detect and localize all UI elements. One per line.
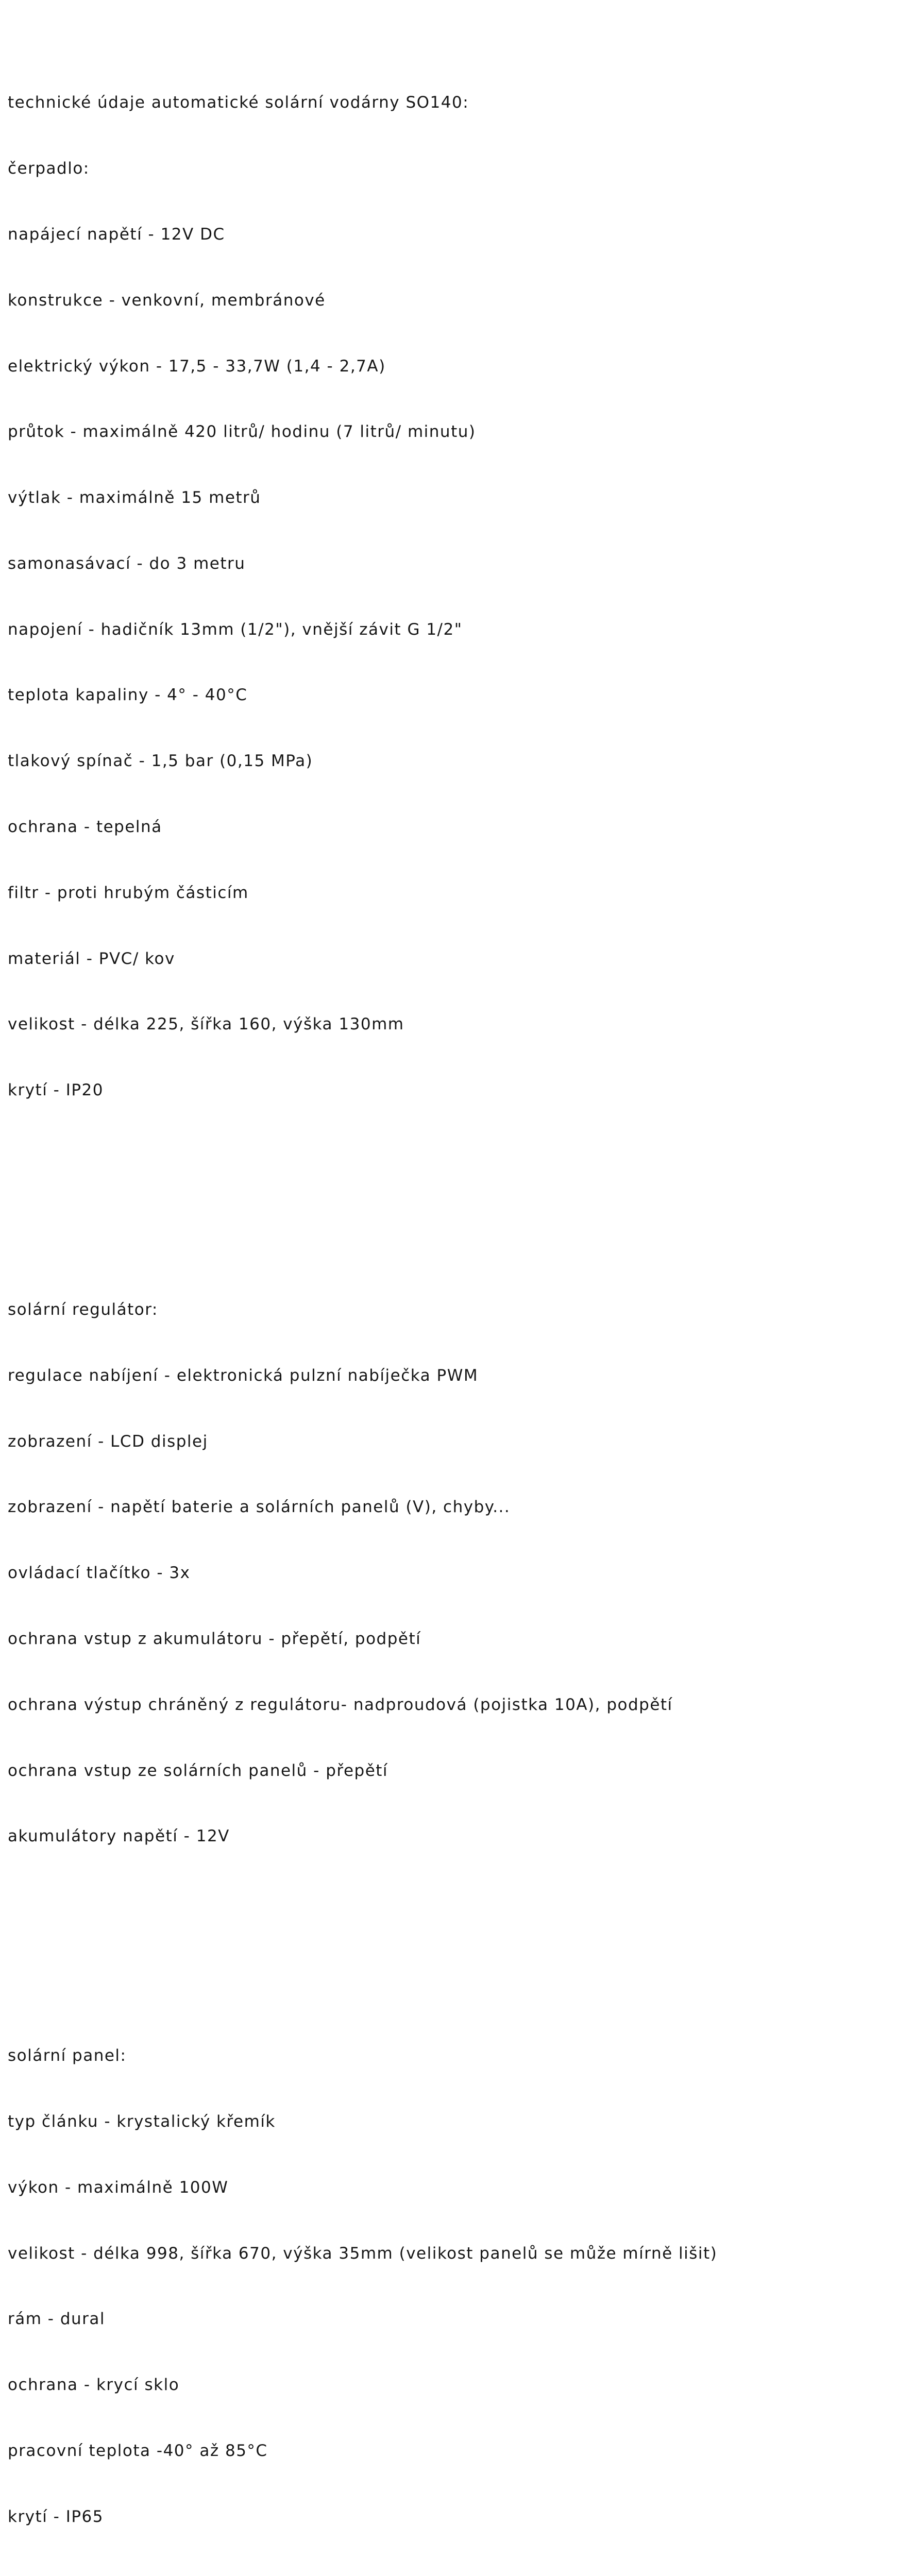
- spec-line: ochrana výstup chráněný z regulátoru- nadproudová (pojistka 10A), podpětí: [8, 1695, 673, 1714]
- spec-line: konstrukce - venkovní, membránové: [8, 291, 326, 310]
- spec-document: [8, 4, 904, 2576]
- spec-line: tlakový spínač - 1,5 bar (0,15 MPa): [8, 752, 313, 771]
- section-heading: solární regulátor:: [8, 1300, 158, 1319]
- spec-line: samonasávací - do 3 metru: [8, 554, 246, 573]
- spec-line: ochrana - tepelná: [8, 817, 162, 836]
- spec-line: filtr - proti hrubým částicím: [8, 883, 249, 902]
- spec-line: regulace nabíjení - elektronická pulzní nabíječka PWM: [8, 1366, 479, 1385]
- spec-line: materiál - PVC/ kov: [8, 949, 175, 968]
- section-spacer: [8, 1935, 904, 1957]
- spec-line: průtok - maximálně 420 litrů/ hodinu (7 litrů/ minutu): [8, 422, 476, 442]
- spec-line: výtlak - maximálně 15 metrů: [8, 488, 261, 507]
- spec-line: ovládací tlačítko - 3x: [8, 1564, 191, 1583]
- spec-line: výkon - maximálně 100W: [8, 2178, 229, 2197]
- spec-line: napájecí napětí - 12V DC: [8, 225, 225, 244]
- document-title: technické údaje automatické solární vodárny SO140:: [8, 93, 469, 112]
- section-spacer: [8, 1189, 904, 1211]
- spec-line: ochrana vstup ze solárních panelů - přepětí: [8, 1761, 388, 1780]
- spec-line: elektrický výkon - 17,5 - 33,7W (1,4 - 2,7A): [8, 357, 386, 376]
- spec-line: ochrana - krycí sklo: [8, 2376, 180, 2395]
- spec-line: krytí - IP20: [8, 1081, 104, 1100]
- spec-line: zobrazení - LCD displej: [8, 1432, 208, 1451]
- section-solar-regulator: [8, 1255, 904, 1891]
- section-solar-panel: [8, 2001, 904, 2571]
- spec-line: zobrazení - napětí baterie a solárních panelů (V), chyby...: [8, 1498, 511, 1517]
- section-heading: čerpadlo:: [8, 159, 90, 178]
- spec-line: typ článku - krystalický křemík: [8, 2112, 276, 2131]
- spec-line: ochrana vstup z akumulátoru - přepětí, podpětí: [8, 1629, 421, 1648]
- spec-line: akumulátory napětí - 12V: [8, 1827, 230, 1846]
- spec-line: rám - dural: [8, 2310, 106, 2329]
- spec-line: teplota kapaliny - 4° - 40°C: [8, 686, 248, 705]
- spec-line: krytí - IP65: [8, 2507, 104, 2526]
- spec-line: pracovní teplota -40° až 85°C: [8, 2441, 268, 2460]
- spec-line: velikost - délka 998, šířka 670, výška 35mm (velikost panelů se může mírně lišit): [8, 2244, 718, 2263]
- spec-line: napojení - hadičník 13mm (1/2"), vnější závit G 1/2": [8, 620, 463, 639]
- section-heading: solární panel:: [8, 2046, 127, 2065]
- spec-line: velikost - délka 225, šířka 160, výška 130mm: [8, 1015, 404, 1034]
- section-pump: [8, 48, 904, 1145]
